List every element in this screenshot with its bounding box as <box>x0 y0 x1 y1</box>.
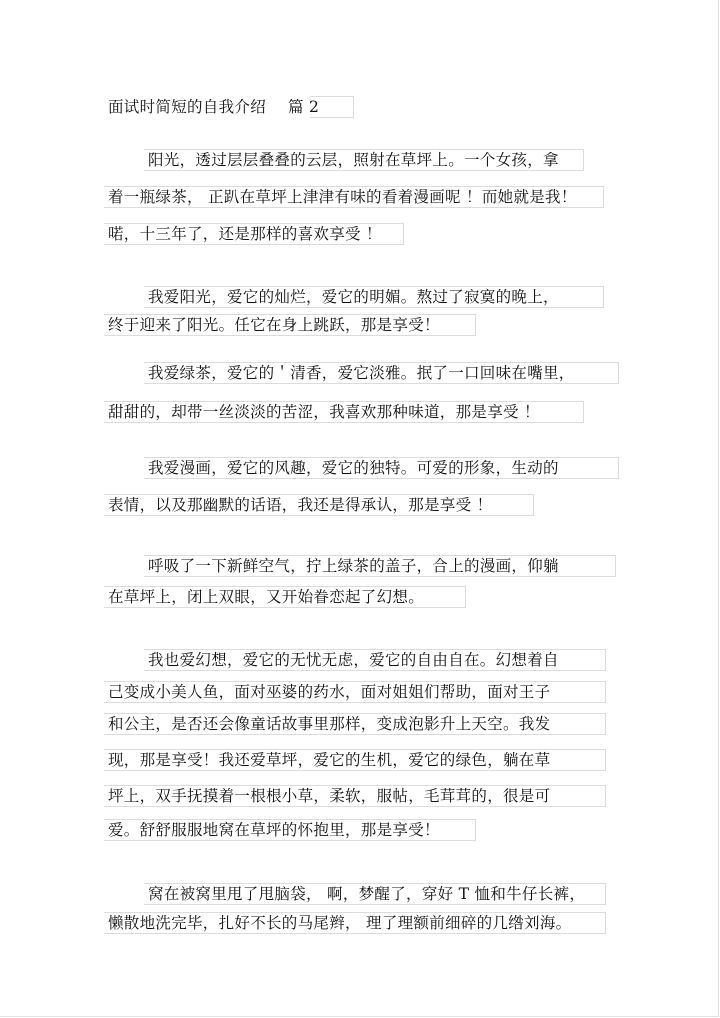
line-box <box>144 286 604 308</box>
paragraph-line: 我爱漫画，爱它的风趣，爱它的独特。可爱的形象，生动的 <box>148 459 559 477</box>
paragraph-line: 在草坪上，闭上双眼，又开始眷恋起了幻想。 <box>108 588 425 606</box>
title-suffix: 篇 2 <box>288 98 320 116</box>
line-box <box>104 819 476 841</box>
line-box <box>144 555 616 577</box>
paragraph-line: 窝在被窝里甩了甩脑袋， 啊，梦醒了，穿好 T 恤和牛仔长裤， <box>148 885 586 903</box>
paragraph-line: 我爱绿茶，爱它的＇清香，爱它淡雅。抿了一口回味在嘴里， <box>148 364 575 382</box>
paragraph-line: 爱。舒舒服服地窝在草坪的怀抱里，那是享受！ <box>108 821 440 839</box>
paragraph-line: 己变成小美人鱼，面对巫婆的药水，面对姐姐们帮助，面对王子 <box>108 683 551 701</box>
line-box <box>144 883 606 905</box>
title-text: 面试时简短的自我介绍 <box>108 98 267 116</box>
line-box <box>104 223 404 245</box>
paragraph-line: 呼吸了一下新鲜空气，拧上绿茶的盖子，合上的漫画，仰躺 <box>148 557 559 575</box>
title-box <box>310 96 354 118</box>
line-box <box>104 785 606 807</box>
line-box <box>104 494 534 516</box>
line-box <box>104 314 476 336</box>
paragraph-line: 表情，以及那幽默的话语，我还是得承认，那是享受 ！ <box>108 496 493 514</box>
line-box <box>104 586 466 608</box>
line-box <box>104 749 606 771</box>
paragraph-line: 现，那是享受！我还爱草坪，爱它的生机，爱它的绿色，躺在草 <box>108 751 551 769</box>
paragraph-line: 着一瓶绿茶， 正趴在草坪上津津有味的看着漫画呢 ！而她就是我！ <box>108 188 577 206</box>
line-box <box>104 401 584 423</box>
paragraph-line: 坪上，双手抚摸着一根根小草，柔软，服帖，毛茸茸的，很是可 <box>108 787 551 805</box>
paragraph-line: 终于迎来了阳光。任它在身上跳跃，那是享受！ <box>108 316 440 334</box>
paragraph-line: 和公主，是否还会像童话故事里那样，变成泡影升上天空。我发 <box>108 715 551 733</box>
line-box <box>144 457 619 479</box>
paragraph-line: 我也爱幻想，爱它的无忧无虑，爱它的自由自在。幻想着自 <box>148 651 559 669</box>
line-box <box>104 186 604 208</box>
paragraph-line: 懒散地洗完毕，扎好不长的马尾辫， 理了理额前细碎的几绺刘海。 <box>108 914 572 932</box>
line-box <box>144 649 606 671</box>
paragraph-line: 甜甜的，却带一丝淡淡的苦涩，我喜欢那种味道，那是享受 ！ <box>108 403 540 421</box>
document-title <box>108 97 319 117</box>
line-box <box>144 362 619 384</box>
line-box <box>104 912 606 934</box>
line-box <box>104 713 606 735</box>
paragraph-line: 我爱阳光，爱它的灿烂，爱它的明媚。熬过了寂寞的晚上， <box>148 288 559 306</box>
paragraph-line: 喏，十三年了，还是那样的喜欢享受 ！ <box>108 225 382 243</box>
line-box <box>144 149 584 171</box>
paragraph-line: 阳光，透过层层叠叠的云层，照射在草坪上。一个女孩，拿 <box>148 151 559 169</box>
line-box <box>104 681 606 703</box>
